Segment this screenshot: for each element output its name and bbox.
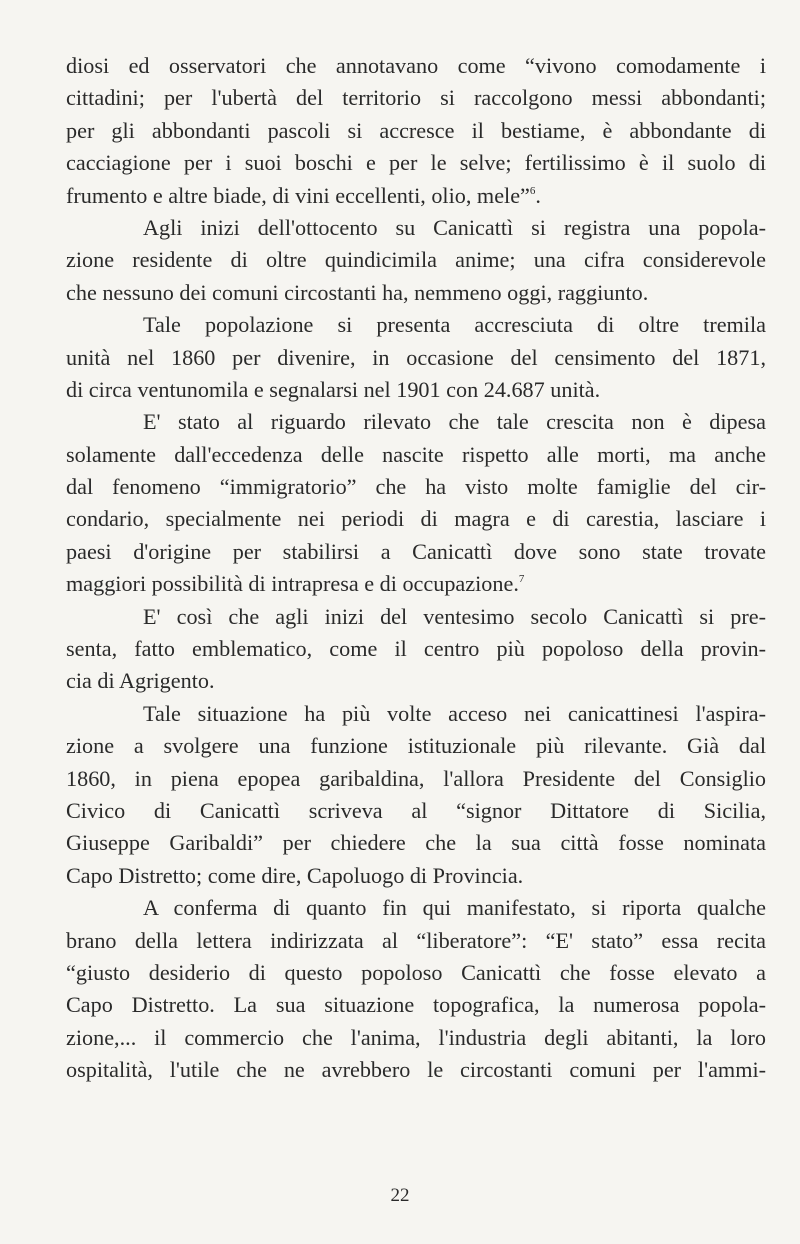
text-line: 1860, in piena epopea garibaldina, l'allora Presidente del Consiglio	[66, 765, 766, 791]
text-line: che nessuno dei comuni circostanti ha, nemmeno oggi, raggiunto.	[66, 279, 649, 305]
text-line: E' stato al riguardo rilevato che tale crescita non è dipesa	[143, 409, 766, 435]
body-text	[66, 50, 766, 1087]
text-line: brano della lettera indirizzata al “liberatore”: “E' stato” essa recita	[66, 927, 766, 953]
text-line: Capo Distretto. La sua situazione topografica, la numerosa popola-	[66, 992, 766, 1018]
footnote-marker: 6	[529, 184, 536, 197]
text-line: Tale situazione ha più volte acceso nei canicattinesi l'aspira-	[143, 700, 766, 726]
text-line: ospitalità, l'utile che ne avrebbero le circostanti comuni per l'ammi-	[66, 1057, 766, 1083]
text-line: A conferma di quanto fin qui manifestato, si riporta qualche	[143, 895, 766, 921]
text-line: zione residente di oltre quindicimila anime; una cifra considerevole	[66, 247, 766, 273]
footnote-marker: 7	[518, 573, 525, 586]
text-line: dal fenomeno “immigratorio” che ha visto molte famiglie del cir-	[66, 474, 766, 500]
text-line-content: maggiori possibilità di intrapresa e di occupazione.	[66, 571, 519, 597]
text-line: unità nel 1860 per divenire, in occasione del censimento del 1871,	[66, 344, 766, 370]
text-line: diosi ed osservatori che annotavano come “vivono comodamente i	[66, 53, 766, 78]
text-line: Tale popolazione si presenta accresciuta di oltre tremila	[143, 312, 766, 338]
text-line: paesi d'origine per stabilirsi a Canicattì dove sono state trovate	[66, 538, 766, 564]
text-line	[66, 568, 766, 600]
text-line: di circa ventunomila e segnalarsi nel 1901 con 24.687 unità.	[66, 376, 601, 402]
text-line: E' così che agli inizi del ventesimo secolo Canicattì si pre-	[143, 603, 766, 629]
text-line: solamente dall'eccedenza delle nascite rispetto alle morti, ma anche	[66, 441, 766, 467]
text-line: senta, fatto emblematico, come il centro più popoloso della provin-	[66, 636, 766, 662]
text-line: condario, specialmente nei periodi di magra e di carestia, lasciare i	[66, 506, 766, 532]
text-line: Civico di Canicattì scriveva al “signor Dittatore di Sicilia,	[66, 797, 766, 823]
text-line: cia di Agrigento.	[66, 668, 215, 694]
text-line: cittadini; per l'ubertà del territorio si raccolgono messi abbondanti;	[66, 85, 766, 111]
text-line: “giusto desiderio di questo popoloso Canicattì che fosse elevato a	[66, 959, 766, 985]
text-line: cacciagione per i suoi boschi e per le selve; fertilissimo è il suolo di	[66, 150, 766, 176]
text-line-content: frumento e altre biade, di vini eccellenti, olio, mele”	[66, 182, 530, 208]
text-line: Giuseppe Garibaldi” per chiedere che la sua città fosse nominata	[66, 830, 766, 856]
text-line: Capo Distretto; come dire, Capoluogo di Provincia.	[66, 862, 524, 888]
text-line: zione a svolgere una funzione istituzionale più rilevante. Già dal	[66, 733, 766, 759]
text-line: Agli inizi dell'ottocento su Canicattì si registra una popola-	[143, 214, 766, 240]
text-line: per gli abbondanti pascoli si accresce il bestiame, è abbondante di	[66, 117, 766, 143]
text-line: zione,... il commercio che l'anima, l'industria degli abitanti, la loro	[66, 1024, 766, 1050]
page-number: 22	[390, 1185, 410, 1206]
text-line	[66, 180, 766, 212]
text-line-end: .	[535, 182, 541, 208]
